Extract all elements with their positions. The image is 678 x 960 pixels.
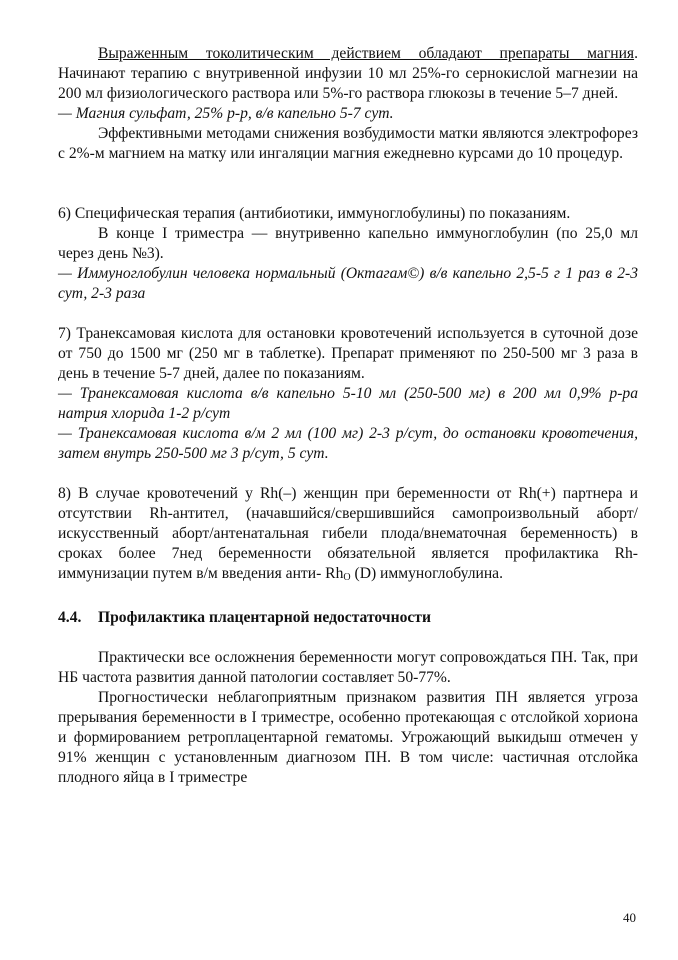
drug-line-magnesium: — Магния сульфат, 25% р-р, в/в капельно 5-7 сут. <box>58 105 394 122</box>
underlined-text: Выраженным токолитическим действием обладают препараты магния <box>98 45 635 62</box>
list-item-7: 7) Транексамовая кислота для остановки кровотечений используется в суточной дозе от 750 до 1500 мг (250 мг в таблетке). Препарат применяют по 250-500 мг 3 раза в день в течение 5-7 дней, далее по показаниям. <box>58 325 638 382</box>
list-item-6-detail: В конце I триместра — внутривенно капельно иммуноглобулин (по 25,0 мл через день №3). <box>58 225 638 262</box>
paragraph-complications: Практически все осложнения беременности могут сопровождаться ПН. Так, при НБ частота развития данной патологии составляет 50-77%. <box>58 649 638 686</box>
section-title: Профилактика плацентарной недостаточности <box>98 609 431 626</box>
list-item-6: 6) Специфическая терапия (антибиотики, иммуноглобулины) по показаниям. <box>58 205 571 222</box>
drug-line-tranexamic-iv: — Транексамовая кислота в/в капельно 5-10 мл (250-500 мг) в 200 мл 0,9% р-ра натрия хлорида 1-2 р/сут <box>58 385 638 422</box>
item-8-text: 8) В случае кровотечений у Rh(–) женщин при беременности от Rh(+) партнера и отсутствии Rh-антител, (начавшийся/свершившийся самопроизвольный аборт/искусственный аборт/антенатальная гибели плода/внематочная беременность) в сроках более 7нед беременности обязательной является профилактика Rh-иммунизации путем в/м введения анти- Rh <box>58 485 638 582</box>
document-page <box>58 44 638 788</box>
page-number: 40 <box>623 910 636 925</box>
drug-line-tranexamic-im: — Транексамовая кислота в/м 2 мл (100 мг) 2-3 р/сут, до остановки кровотечения, затем внутрь 250-500 мг 3 р/сут, 5 сут. <box>58 425 638 462</box>
item-8-end: (D) иммуноглобулина. <box>350 565 503 582</box>
list-item-8 <box>58 484 638 588</box>
drug-line-immunoglobulin: — Иммуноглобулин человека нормальный (Октагам©) в/в капельно 2,5-5 г 1 раз в 2-3 сут, 2-3 раза <box>58 265 638 302</box>
subscript-o: O <box>343 572 351 583</box>
paragraph-magnesium <box>58 44 638 104</box>
section-heading <box>58 608 638 628</box>
paragraph-electrophoresis: Эффективными методами снижения возбудимости матки являются электрофорез с 2%-м магнием на матку или ингаляции магния ежедневно курсами до 10 процедур. <box>58 125 638 162</box>
paragraph-prognosis: Прогностически неблагоприятным признаком развития ПН является угроза прерывания беременности в I триместре, особенно протекающая с отслойкой хориона и формированием ретроплацентарной гематомы. Угрожающий выкидыш отмечен у 91% женщин с установленным диагнозом ПН. В том числе: частичная отслойка плодного яйца в I триместре <box>58 689 638 786</box>
section-number: 4.4. <box>58 609 82 626</box>
paragraph-text: . Начинают терапию с внутривенной инфузии 10 мл 25%-го сернокислой магнезии на 200 мл физиологического раствора или 5%-го раствора глюкозы в течение 5–7 дней. <box>58 45 638 102</box>
